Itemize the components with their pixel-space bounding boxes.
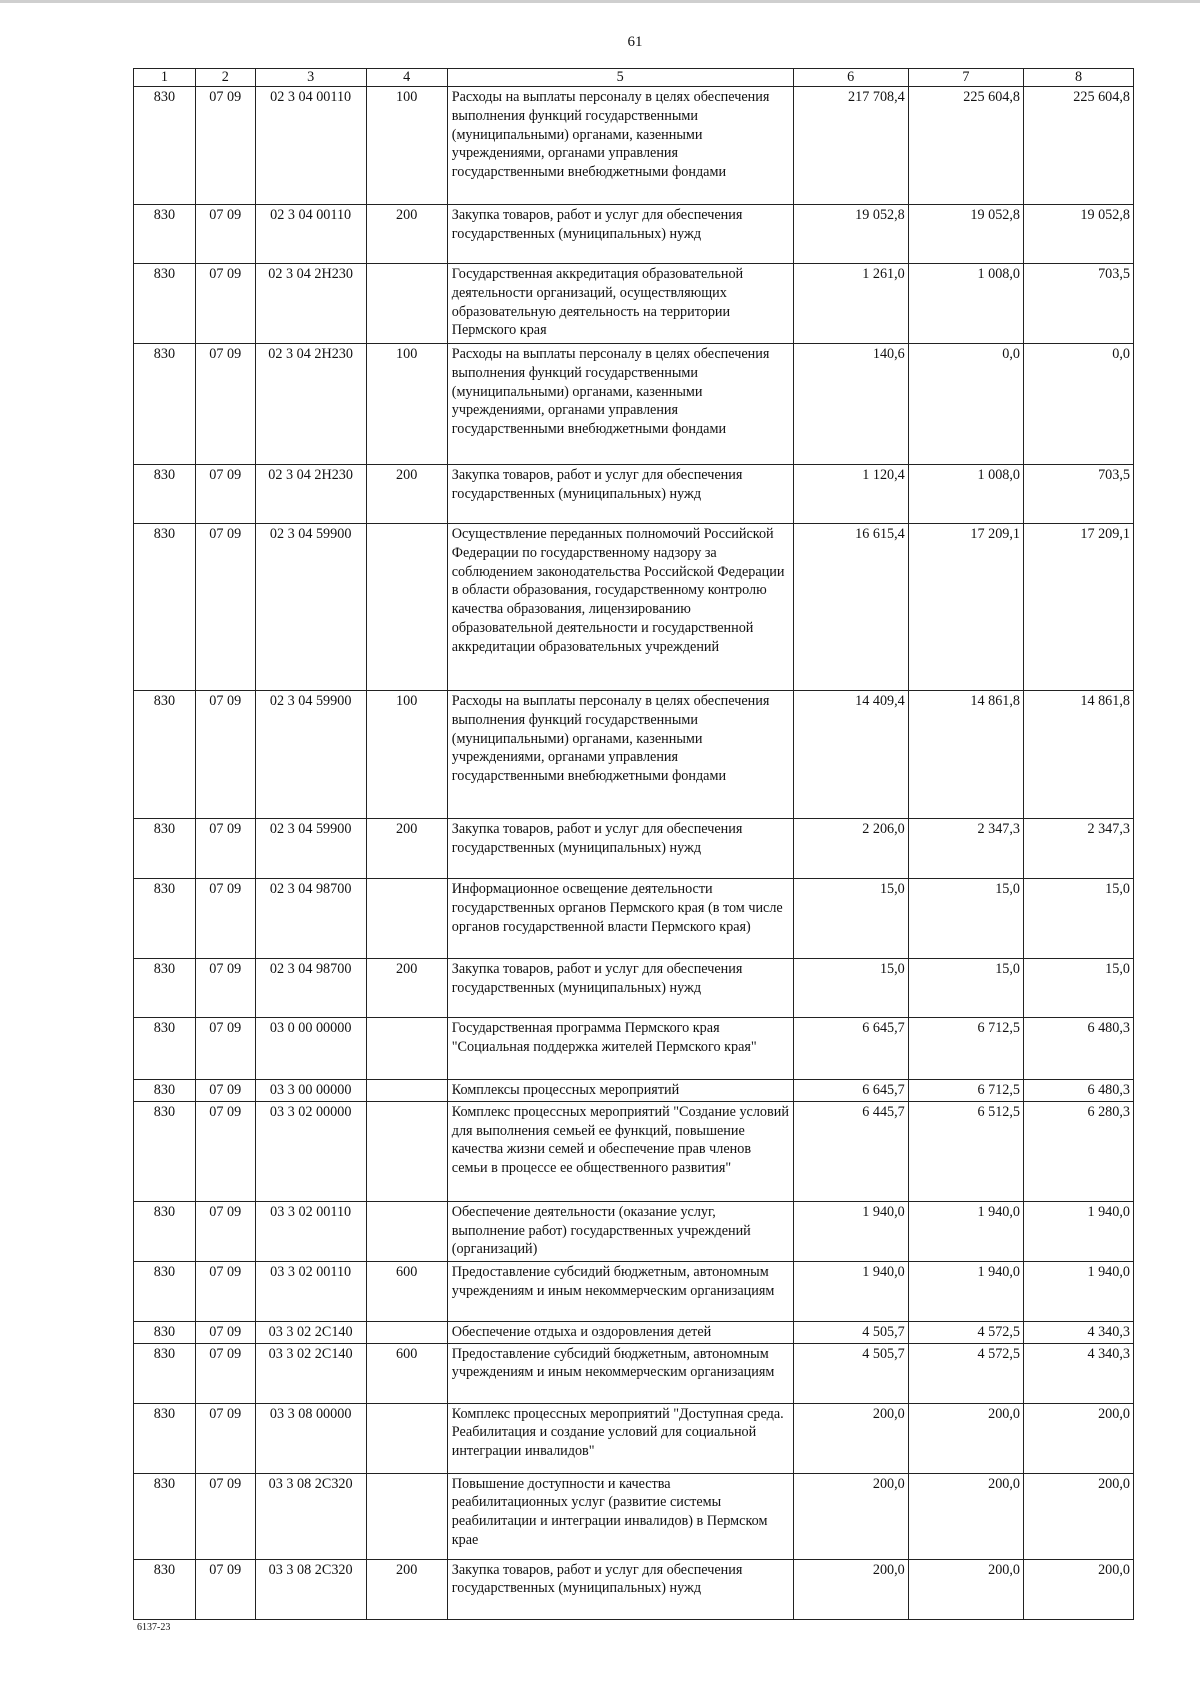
table-row [134, 1403, 1134, 1473]
cell-admin-code: 830 [134, 524, 196, 691]
cell-admin-code: 830 [134, 1018, 196, 1080]
cell-expense-type: 200 [366, 1559, 447, 1619]
document-code: 6137-23 [137, 1622, 171, 1633]
header-col-8: 8 [1024, 69, 1134, 87]
cell-amount-col7: 200,0 [908, 1403, 1023, 1473]
cell-section: 07 09 [195, 264, 255, 344]
cell-section: 07 09 [195, 1321, 255, 1343]
cell-amount-col6: 200,0 [793, 1473, 908, 1559]
cell-amount-col8: 6 280,3 [1024, 1101, 1134, 1201]
cell-target-article: 03 0 00 00000 [255, 1018, 366, 1080]
cell-section: 07 09 [195, 87, 255, 205]
table-header [134, 69, 1134, 87]
budget-table [133, 68, 1134, 1620]
cell-amount-col8: 225 604,8 [1024, 87, 1134, 205]
header-col-4: 4 [366, 69, 447, 87]
cell-amount-col6: 217 708,4 [793, 87, 908, 205]
cell-section: 07 09 [195, 1018, 255, 1080]
cell-target-article: 03 3 02 2С140 [255, 1343, 366, 1403]
cell-admin-code: 830 [134, 819, 196, 879]
table-row [134, 819, 1134, 879]
table-row [134, 465, 1134, 524]
cell-expense-type [366, 524, 447, 691]
header-col-5: 5 [447, 69, 793, 87]
cell-amount-col7: 6 712,5 [908, 1080, 1023, 1102]
cell-amount-col6: 2 206,0 [793, 819, 908, 879]
cell-target-article: 02 3 04 2Н230 [255, 264, 366, 344]
cell-target-article: 03 3 00 00000 [255, 1080, 366, 1102]
cell-amount-col7: 1 940,0 [908, 1201, 1023, 1261]
cell-description: Расходы на выплаты персоналу в целях обеспечения выполнения функций государственными (муниципальными) органами, казенными учреждениями, органами управления государственными внебюджетными фондами [447, 344, 793, 465]
cell-section: 07 09 [195, 959, 255, 1018]
cell-target-article: 03 3 02 2С140 [255, 1321, 366, 1343]
cell-expense-type: 600 [366, 1261, 447, 1321]
cell-amount-col6: 6 645,7 [793, 1018, 908, 1080]
cell-description: Комплекс процессных мероприятий "Создание условий для выполнения семьей ее функций, повышение качества жизни семей и обеспечение прав членов семьи в процессе ее общественного развития" [447, 1101, 793, 1201]
cell-target-article: 03 3 08 2С320 [255, 1473, 366, 1559]
cell-target-article: 02 3 04 2Н230 [255, 344, 366, 465]
cell-section: 07 09 [195, 1473, 255, 1559]
cell-amount-col8: 6 480,3 [1024, 1080, 1134, 1102]
cell-expense-type: 200 [366, 465, 447, 524]
cell-description: Закупка товаров, работ и услуг для обеспечения государственных (муниципальных) нужд [447, 1559, 793, 1619]
cell-target-article: 02 3 04 59900 [255, 524, 366, 691]
cell-expense-type: 100 [366, 344, 447, 465]
cell-admin-code: 830 [134, 1201, 196, 1261]
cell-section: 07 09 [195, 1101, 255, 1201]
table-row [134, 1473, 1134, 1559]
cell-description: Комплекс процессных мероприятий "Доступная среда. Реабилитация и создание условий для социальной интеграции инвалидов" [447, 1403, 793, 1473]
cell-section: 07 09 [195, 1343, 255, 1403]
cell-admin-code: 830 [134, 1321, 196, 1343]
table-row [134, 1261, 1134, 1321]
cell-section: 07 09 [195, 1261, 255, 1321]
table-row [134, 959, 1134, 1018]
table-body [134, 87, 1134, 1620]
page-number: 61 [627, 34, 643, 50]
table-row [134, 344, 1134, 465]
cell-admin-code: 830 [134, 959, 196, 1018]
cell-target-article: 02 3 04 98700 [255, 959, 366, 1018]
cell-admin-code: 830 [134, 87, 196, 205]
cell-admin-code: 830 [134, 691, 196, 819]
cell-expense-type [366, 1321, 447, 1343]
cell-amount-col7: 4 572,5 [908, 1321, 1023, 1343]
cell-admin-code: 830 [134, 1403, 196, 1473]
cell-amount-col7: 225 604,8 [908, 87, 1023, 205]
cell-expense-type: 200 [366, 959, 447, 1018]
cell-expense-type [366, 1403, 447, 1473]
cell-amount-col8: 0,0 [1024, 344, 1134, 465]
table-row [134, 879, 1134, 959]
cell-amount-col8: 1 940,0 [1024, 1201, 1134, 1261]
cell-amount-col6: 19 052,8 [793, 205, 908, 264]
cell-description: Расходы на выплаты персоналу в целях обеспечения выполнения функций государственными (муниципальными) органами, казенными учреждениями, органами управления государственными внебюджетными фондами [447, 87, 793, 205]
cell-admin-code: 830 [134, 1559, 196, 1619]
cell-section: 07 09 [195, 524, 255, 691]
cell-amount-col6: 14 409,4 [793, 691, 908, 819]
scan-top-edge [0, 0, 1200, 3]
cell-description: Расходы на выплаты персоналу в целях обеспечения выполнения функций государственными (муниципальными) органами, казенными учреждениями, органами управления государственными внебюджетными фондами [447, 691, 793, 819]
cell-section: 07 09 [195, 465, 255, 524]
table-row [134, 1559, 1134, 1619]
cell-expense-type [366, 879, 447, 959]
cell-amount-col6: 1 940,0 [793, 1261, 908, 1321]
table-row [134, 691, 1134, 819]
cell-section: 07 09 [195, 1201, 255, 1261]
cell-amount-col6: 6 645,7 [793, 1080, 908, 1102]
cell-target-article: 03 3 08 2С320 [255, 1559, 366, 1619]
cell-amount-col8: 17 209,1 [1024, 524, 1134, 691]
cell-admin-code: 830 [134, 1101, 196, 1201]
cell-admin-code: 830 [134, 1261, 196, 1321]
cell-amount-col7: 6 712,5 [908, 1018, 1023, 1080]
cell-admin-code: 830 [134, 1473, 196, 1559]
table-row [134, 524, 1134, 691]
table-row [134, 87, 1134, 205]
cell-amount-col7: 19 052,8 [908, 205, 1023, 264]
cell-expense-type [366, 264, 447, 344]
cell-section: 07 09 [195, 691, 255, 819]
cell-section: 07 09 [195, 1403, 255, 1473]
cell-amount-col7: 200,0 [908, 1473, 1023, 1559]
cell-amount-col8: 200,0 [1024, 1473, 1134, 1559]
cell-amount-col6: 200,0 [793, 1559, 908, 1619]
header-col-7: 7 [908, 69, 1023, 87]
cell-amount-col7: 0,0 [908, 344, 1023, 465]
cell-expense-type: 200 [366, 819, 447, 879]
cell-amount-col7: 17 209,1 [908, 524, 1023, 691]
cell-amount-col8: 200,0 [1024, 1403, 1134, 1473]
header-col-3: 3 [255, 69, 366, 87]
cell-amount-col7: 1 008,0 [908, 264, 1023, 344]
table-row [134, 1080, 1134, 1102]
cell-expense-type: 100 [366, 691, 447, 819]
cell-amount-col8: 200,0 [1024, 1559, 1134, 1619]
cell-expense-type: 100 [366, 87, 447, 205]
cell-description: Государственная программа Пермского края "Социальная поддержка жителей Пермского края" [447, 1018, 793, 1080]
cell-description: Закупка товаров, работ и услуг для обеспечения государственных (муниципальных) нужд [447, 205, 793, 264]
cell-section: 07 09 [195, 1559, 255, 1619]
cell-amount-col6: 16 615,4 [793, 524, 908, 691]
cell-expense-type: 600 [366, 1343, 447, 1403]
cell-amount-col7: 2 347,3 [908, 819, 1023, 879]
cell-admin-code: 830 [134, 344, 196, 465]
table-row [134, 1201, 1134, 1261]
cell-amount-col6: 15,0 [793, 879, 908, 959]
cell-amount-col7: 6 512,5 [908, 1101, 1023, 1201]
cell-amount-col7: 1 008,0 [908, 465, 1023, 524]
cell-amount-col6: 15,0 [793, 959, 908, 1018]
cell-expense-type: 200 [366, 205, 447, 264]
cell-admin-code: 830 [134, 1343, 196, 1403]
cell-amount-col6: 200,0 [793, 1403, 908, 1473]
cell-amount-col8: 6 480,3 [1024, 1018, 1134, 1080]
cell-description: Закупка товаров, работ и услуг для обеспечения государственных (муниципальных) нужд [447, 819, 793, 879]
cell-expense-type [366, 1201, 447, 1261]
cell-amount-col8: 1 940,0 [1024, 1261, 1134, 1321]
cell-admin-code: 830 [134, 1080, 196, 1102]
table-row [134, 264, 1134, 344]
cell-target-article: 02 3 04 00110 [255, 205, 366, 264]
cell-amount-col8: 4 340,3 [1024, 1343, 1134, 1403]
cell-target-article: 03 3 02 00000 [255, 1101, 366, 1201]
cell-amount-col7: 1 940,0 [908, 1261, 1023, 1321]
header-col-1: 1 [134, 69, 196, 87]
cell-amount-col7: 14 861,8 [908, 691, 1023, 819]
cell-expense-type [366, 1080, 447, 1102]
table-row [134, 1018, 1134, 1080]
cell-section: 07 09 [195, 819, 255, 879]
table-row [134, 1343, 1134, 1403]
cell-amount-col6: 1 120,4 [793, 465, 908, 524]
cell-amount-col8: 15,0 [1024, 959, 1134, 1018]
cell-amount-col6: 4 505,7 [793, 1321, 908, 1343]
cell-description: Предоставление субсидий бюджетным, автономным учреждениям и иным некоммерческим организациям [447, 1343, 793, 1403]
header-col-2: 2 [195, 69, 255, 87]
cell-amount-col6: 140,6 [793, 344, 908, 465]
cell-admin-code: 830 [134, 205, 196, 264]
header-row [134, 69, 1134, 87]
cell-amount-col7: 200,0 [908, 1559, 1023, 1619]
cell-amount-col8: 4 340,3 [1024, 1321, 1134, 1343]
cell-amount-col6: 1 261,0 [793, 264, 908, 344]
cell-description: Обеспечение отдыха и оздоровления детей [447, 1321, 793, 1343]
header-col-6: 6 [793, 69, 908, 87]
cell-target-article: 02 3 04 59900 [255, 691, 366, 819]
cell-section: 07 09 [195, 1080, 255, 1102]
cell-amount-col7: 15,0 [908, 959, 1023, 1018]
cell-section: 07 09 [195, 344, 255, 465]
cell-target-article: 02 3 04 98700 [255, 879, 366, 959]
cell-admin-code: 830 [134, 879, 196, 959]
cell-amount-col6: 6 445,7 [793, 1101, 908, 1201]
cell-description: Закупка товаров, работ и услуг для обеспечения государственных (муниципальных) нужд [447, 465, 793, 524]
cell-description: Закупка товаров, работ и услуг для обеспечения государственных (муниципальных) нужд [447, 959, 793, 1018]
cell-description: Повышение доступности и качества реабилитационных услуг (развитие системы реабилитации и интеграции инвалидов) в Пермском крае [447, 1473, 793, 1559]
cell-expense-type [366, 1018, 447, 1080]
cell-amount-col8: 2 347,3 [1024, 819, 1134, 879]
cell-description: Предоставление субсидий бюджетным, автономным учреждениям и иным некоммерческим организациям [447, 1261, 793, 1321]
cell-expense-type [366, 1473, 447, 1559]
cell-amount-col8: 19 052,8 [1024, 205, 1134, 264]
cell-description: Государственная аккредитация образовательной деятельности организаций, осуществляющих образовательную деятельность на территории Пермского края [447, 264, 793, 344]
cell-admin-code: 830 [134, 465, 196, 524]
cell-target-article: 02 3 04 59900 [255, 819, 366, 879]
cell-expense-type [366, 1101, 447, 1201]
cell-description: Информационное освещение деятельности государственных органов Пермского края (в том числе органов государственной власти Пермского края) [447, 879, 793, 959]
cell-target-article: 03 3 02 00110 [255, 1201, 366, 1261]
cell-amount-col6: 1 940,0 [793, 1201, 908, 1261]
cell-target-article: 02 3 04 2Н230 [255, 465, 366, 524]
table-row [134, 1321, 1134, 1343]
cell-amount-col8: 15,0 [1024, 879, 1134, 959]
cell-section: 07 09 [195, 205, 255, 264]
cell-amount-col7: 15,0 [908, 879, 1023, 959]
table-row [134, 205, 1134, 264]
cell-description: Осуществление переданных полномочий Российской Федерации по государственному надзору за соблюдением законодательства Российской Федерации в области образования, государственному контролю качества образования, лицензированию образовательной деятельности и государственной аккредитации образовательных учреждений [447, 524, 793, 691]
cell-target-article: 03 3 02 00110 [255, 1261, 366, 1321]
table-row [134, 1101, 1134, 1201]
cell-target-article: 02 3 04 00110 [255, 87, 366, 205]
cell-description: Обеспечение деятельности (оказание услуг, выполнение работ) государственных учреждений (организаций) [447, 1201, 793, 1261]
cell-amount-col8: 703,5 [1024, 264, 1134, 344]
cell-description: Комплексы процессных мероприятий [447, 1080, 793, 1102]
cell-amount-col7: 4 572,5 [908, 1343, 1023, 1403]
cell-amount-col6: 4 505,7 [793, 1343, 908, 1403]
cell-amount-col8: 703,5 [1024, 465, 1134, 524]
cell-section: 07 09 [195, 879, 255, 959]
cell-amount-col8: 14 861,8 [1024, 691, 1134, 819]
cell-admin-code: 830 [134, 264, 196, 344]
cell-target-article: 03 3 08 00000 [255, 1403, 366, 1473]
